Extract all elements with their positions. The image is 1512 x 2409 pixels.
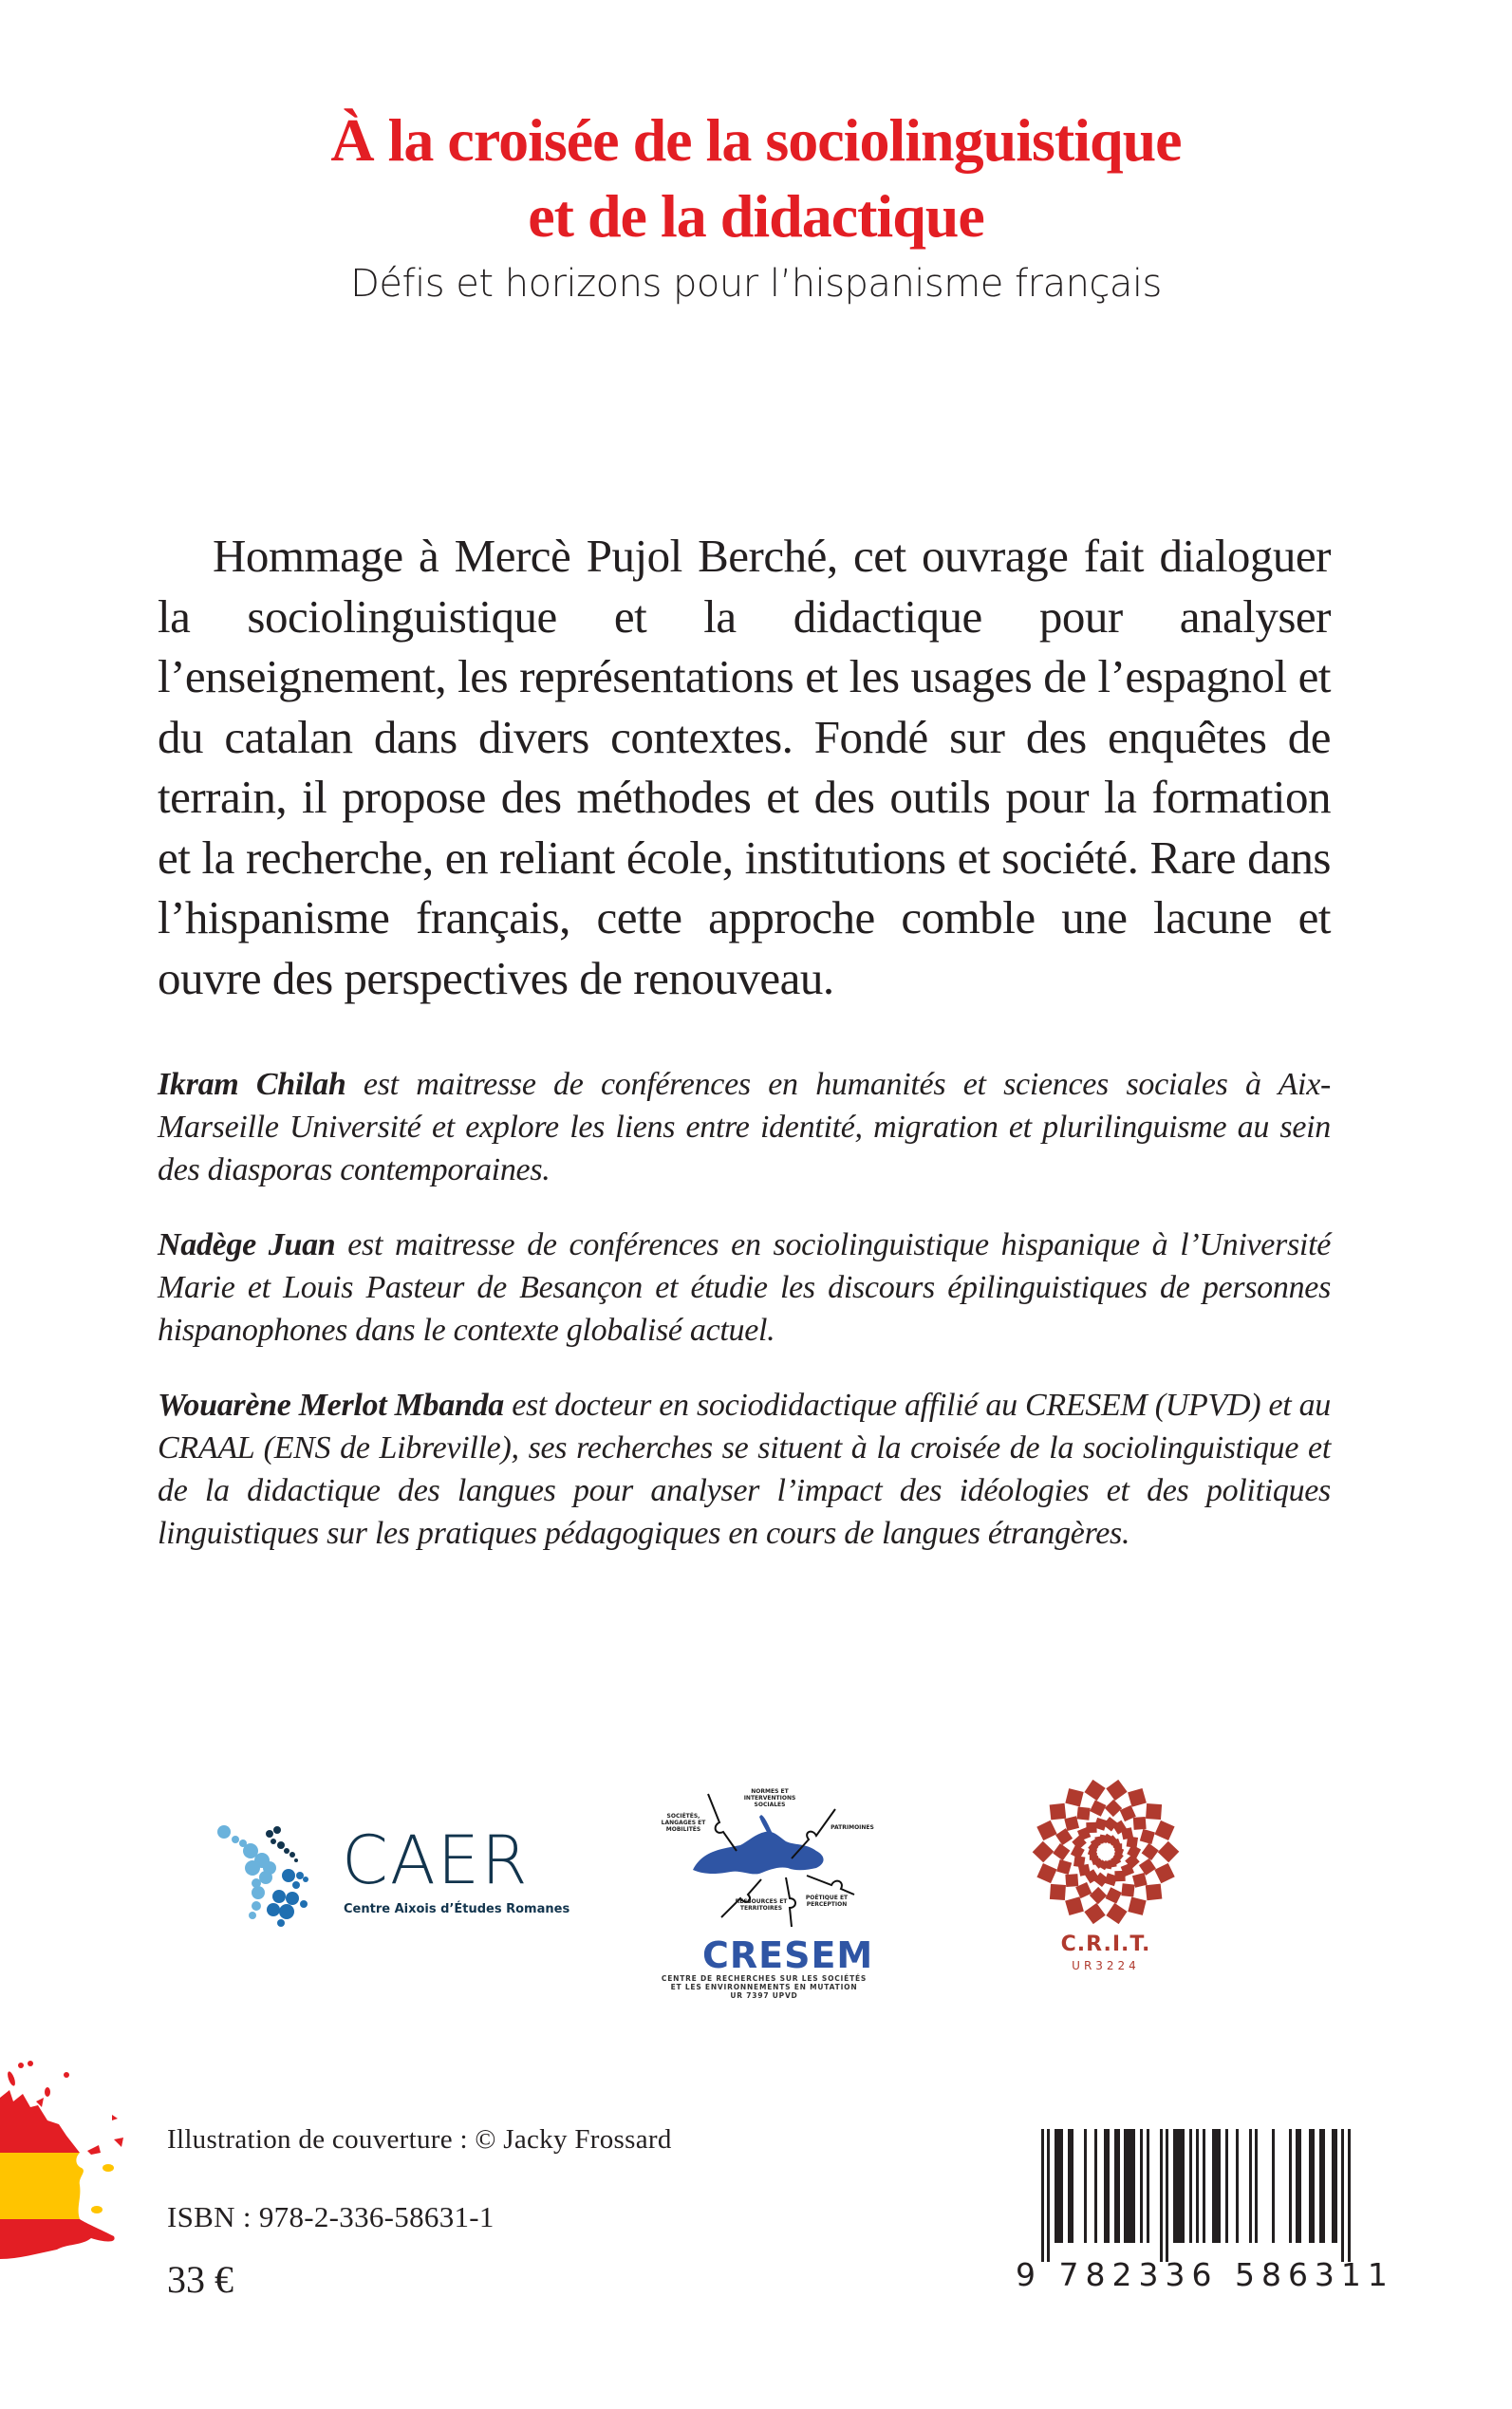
author-bio-text: est maitresse de conférences en sociolinguistique hispanique à l’Université Marie et Louis Pasteur de Besançon et étudie les discours épilinguistiques de personnes hispanophones dans le contexte globalisé actuel. xyxy=(158,1227,1331,1348)
price: 33 € xyxy=(167,2258,233,2301)
hexagon-cluster-icon xyxy=(215,1822,328,1936)
spiral-squares-icon xyxy=(1025,1771,1186,1933)
back-cover-blurb: Hommage à Mercè Pujol Berché, cet ouvrage fait dialoguer la sociolinguistique et la didactique pour analyser l’enseignement, les représentations et les usages de l’espagnol et du catalan dans divers contextes. Fondé sur des enquêtes de terrain, il propose des méthodes et des outils pour la formation et la recherche, en reliant école, institutions et société. Rare dans l’hispanisme français, cette approche comble une lacune et ouvre des perspectives de renouveau. xyxy=(158,530,1331,1004)
title-line-2: et de la didactique xyxy=(528,182,984,250)
author-bio xyxy=(158,1384,1331,1555)
caer-subtitle: Centre Aixois d’Études Romanes xyxy=(344,1902,570,1916)
cresem-title: CRESEM xyxy=(702,1934,874,1976)
barcode-number: 9 782336 586311 xyxy=(1016,2256,1394,2293)
spanish-flag-splash-icon xyxy=(0,2060,133,2259)
author-bio xyxy=(158,1063,1331,1191)
crit-logo xyxy=(1025,1775,1186,1972)
author-name: Wouarène Merlot Mbanda xyxy=(158,1388,504,1423)
isbn: ISBN : 978-2-336-58631-1 xyxy=(167,2200,495,2233)
author-bios xyxy=(158,1063,1331,1587)
cresem-label-patrimoines: PATRIMOINES xyxy=(831,1824,874,1831)
cresem-subtitle xyxy=(645,1974,883,2000)
crit-subtitle: UR3224 xyxy=(1072,1959,1140,1972)
cresem-subtitle-line: UR 7397 UPVD xyxy=(730,1991,798,2000)
caer-logo xyxy=(224,1821,570,1936)
author-bio-text: est maitresse de conférences en humanités et sciences sociales à Aix-Marseille Université et explore les liens entre identité, migration et plurilinguisme au sein des diasporas contemporaines. xyxy=(158,1067,1332,1187)
cresem-label-normes: NORMES ET INTERVENTIONS SOCIALES xyxy=(743,1788,796,1808)
book-subtitle: Défis et horizons pour l’hispanisme français xyxy=(350,262,1162,306)
cresem-label-societes: SOCIÉTÉS, LANGAGES ET MOBILITÉS xyxy=(661,1813,706,1833)
cresem-subtitle-line: CENTRE DE RECHERCHES SUR LES SOCIÉTÉS xyxy=(661,1974,868,1983)
author-bio xyxy=(158,1223,1331,1352)
title-line-1: À la croisée de la sociolinguistique xyxy=(330,106,1182,174)
cover-illustration-credit: Illustration de couverture : © Jacky Frossard xyxy=(167,2124,672,2155)
cresem-label-poetique: POÉTIQUE ET PERCEPTION xyxy=(805,1895,849,1908)
cresem-label-ressources: RESSOURCES ET TERRITOIRES xyxy=(735,1898,788,1912)
cresem-logo xyxy=(645,1775,930,2000)
isbn-barcode xyxy=(1016,2129,1394,2300)
barcode-icon xyxy=(1016,2129,1357,2262)
book-title xyxy=(0,103,1512,254)
author-name: Ikram Chilah xyxy=(158,1067,346,1102)
author-name: Nadège Juan xyxy=(158,1227,336,1262)
caer-title: CAER xyxy=(342,1821,530,1899)
author-bio-text: est docteur en sociodidactique affilié au CRESEM (UPVD) et au CRAAL (ENS de Libreville), ses recherches se situent à la croisée de la sociolinguistique et de la didactique des langues pour analyser l’impact des idéologies et des politiques linguistiques sur les pratiques pédagogiques en cours de langues étrangères. xyxy=(158,1388,1331,1551)
crit-title: C.R.I.T. xyxy=(1060,1933,1151,1956)
cresem-subtitle-line: ET LES ENVIRONNEMENTS EN MUTATION xyxy=(670,1983,858,1991)
